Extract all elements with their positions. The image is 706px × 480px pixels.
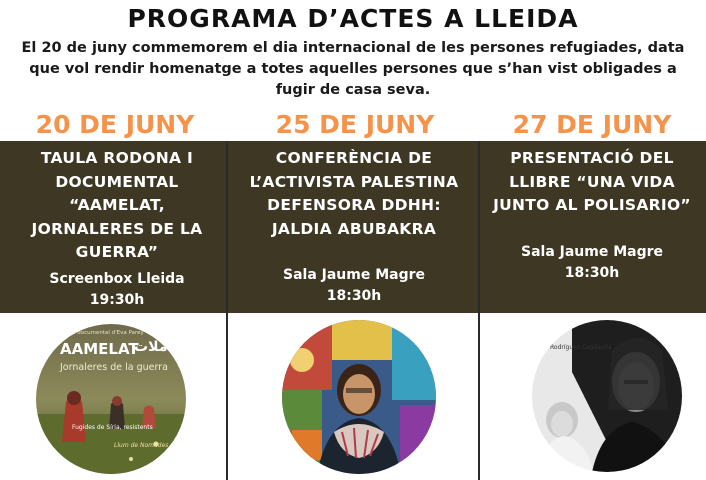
speaker-photo [282,320,436,474]
intro-text: El 20 de juny commemorem el dia internacional de les persones refugiades, data que vol rendir homenatge a totes aquelles persones que s’han vist obligades a fugir de casa seva. [21,40,685,98]
event-1-time: 19:30h [89,291,145,308]
book-author: Rodríguez Capdevila [550,344,612,351]
event-1-title: TAULA RODONA I DOCUMENTAL “AAMELAT, JORNALERES DE LA GUERRA” [31,149,203,261]
event-3-venue: Sala Jaume Magre [520,243,664,260]
poster-credit: Llum de Nomades [114,442,169,449]
event-1-date: 20 DE JUNY [35,110,195,139]
page-title: PROGRAMA D’ACTES A LLEIDA [127,4,579,33]
poster-subtitle: Jornaleres de la guerra [60,362,168,373]
poster-credit-small: Un documental d'Eva Parey [68,330,144,336]
documentary-poster-image [36,324,186,474]
event-2-time: 18:30h [326,288,382,304]
column-divider [226,141,228,480]
speaker-photo-art [282,320,436,474]
poster-caption: Fugides de Síria, resistents [72,424,153,431]
event-2-date: 25 DE JUNY [275,110,435,139]
event-2-title: CONFERÈNCIA DE L’ACTIVISTA PALESTINA DEFENSORA DDHH: JALDIA ABUBAKRA [249,149,459,238]
event-3-date: 27 DE JUNY [512,110,672,139]
poster-big-title: AAMELAT [60,340,139,358]
event-2-info [240,147,468,307]
poster-arabic-title: عاملات [134,339,183,355]
event-3-title: PRESENTACIÓ DEL LLIBRE “UNA VIDA JUNTO AL POLISARIO” [493,149,691,214]
column-divider [478,141,480,480]
event-3-info [492,147,692,284]
event-1-info [14,147,220,311]
event-2-venue: Sala Jaume Magre [282,267,426,283]
book-cover-image [532,320,682,472]
event-1-venue: Screenbox Lleida [49,270,185,287]
event-3-time: 18:30h [564,264,620,281]
book-cover-art [532,320,682,472]
